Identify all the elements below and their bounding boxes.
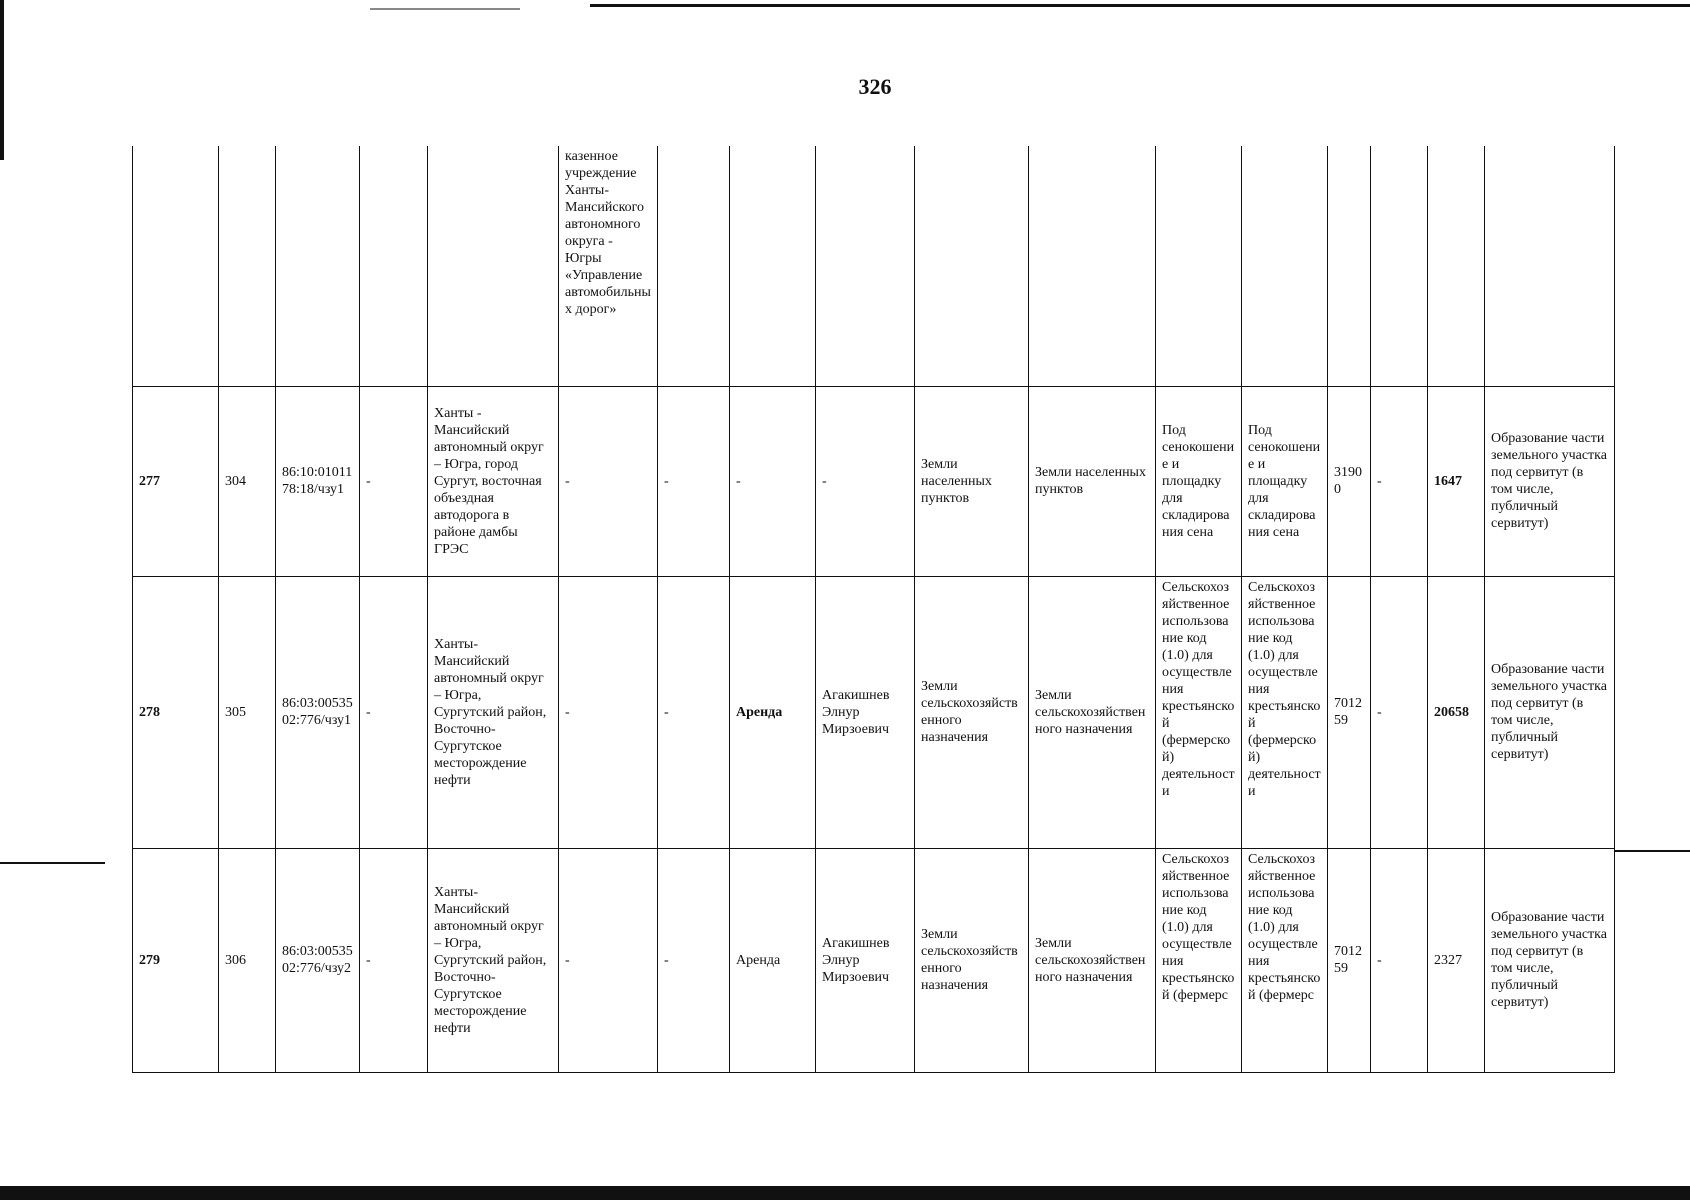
page-number: 326 <box>858 74 892 99</box>
cell-num <box>133 146 219 386</box>
cell-c7 <box>658 146 730 386</box>
cell-purpose: Образование части земельного участка под сервитут (в том числе, публичный сервитут) <box>1485 576 1615 848</box>
cell-purpose: Образование части земельного участка под сервитут (в том числе, публичный сервитут) <box>1485 386 1615 576</box>
cell-c7: - <box>658 576 730 848</box>
cell-c15: - <box>1371 386 1428 576</box>
cell-c4: - <box>360 848 428 1072</box>
cell-use-2: Под сенокошение и площадку для складирования сена <box>1242 386 1328 576</box>
cell-num: 278 <box>133 576 219 848</box>
cell-address: Ханты - Мансийский автономный округ – Югра, город Сургут, восточная объездная автодорога в районе дамбы ГРЭС <box>428 386 559 576</box>
cell-c4 <box>360 146 428 386</box>
cell-category: Земли сельскохозяйственного назначения <box>915 848 1029 1072</box>
cell-owner: - <box>559 848 658 1072</box>
cell-code: 305 <box>219 576 276 848</box>
cell-right-type: Аренда <box>730 848 816 1072</box>
scan-side-dash-left <box>0 862 105 864</box>
cell-category-2: Земли сельскохозяйственного назначения <box>1029 848 1156 1072</box>
scan-top-rule <box>590 4 1690 7</box>
cell-category <box>915 146 1029 386</box>
cell-num: 279 <box>133 848 219 1072</box>
cell-use-2: Сельскохозяйственное использование код (1.0) для осуществления крестьянской (фермерской) деятельности <box>1242 576 1328 848</box>
cell-area <box>1328 146 1371 386</box>
cell-code <box>219 146 276 386</box>
cell-part-area <box>1428 146 1485 386</box>
cell-use <box>1156 146 1242 386</box>
cell-category-2 <box>1029 146 1156 386</box>
cell-c7: - <box>658 848 730 1072</box>
cell-c4: - <box>360 576 428 848</box>
cell-cadastral <box>276 146 360 386</box>
cell-right-type: - <box>730 386 816 576</box>
cell-c15 <box>1371 146 1428 386</box>
cell-part-area: 2327 <box>1428 848 1485 1072</box>
table-row <box>133 386 1615 576</box>
cell-c15: - <box>1371 848 1428 1072</box>
cell-owner: казенное учреждение Ханты-Мансийского автономного округа - Югры «Управление автомобильных дорог» <box>559 146 658 386</box>
cell-cadastral: 86:10:0101178:18/чзу1 <box>276 386 360 576</box>
cell-use: Сельскохозяйственное использование код (1.0) для осуществления крестьянской (фермерс <box>1156 848 1242 1072</box>
cell-use: Под сенокошение и площадку для складирования сена <box>1156 386 1242 576</box>
cell-part-area: 1647 <box>1428 386 1485 576</box>
cell-category: Земли сельскохозяйственного назначения <box>915 576 1029 848</box>
cell-c15: - <box>1371 576 1428 848</box>
land-registry-table <box>132 146 1615 1073</box>
cell-owner: - <box>559 386 658 576</box>
cell-use-2: Сельскохозяйственное использование код (1.0) для осуществления крестьянской (фермерс <box>1242 848 1328 1072</box>
scan-side-dash-right <box>1615 850 1690 852</box>
cell-use: Сельскохозяйственное использование код (1.0) для осуществления крестьянской (фермерской) деятельности <box>1156 576 1242 848</box>
scan-bottom-band <box>0 1186 1690 1200</box>
cell-purpose <box>1485 146 1615 386</box>
cell-use-2 <box>1242 146 1328 386</box>
table-row <box>133 146 1615 386</box>
cell-address: Ханты-Мансийский автономный округ – Югра, Сургутский район, Восточно-Сургутское месторождение нефти <box>428 576 559 848</box>
cell-area: 701259 <box>1328 848 1371 1072</box>
cell-rightholder <box>816 146 915 386</box>
cell-c4: - <box>360 386 428 576</box>
cell-rightholder: - <box>816 386 915 576</box>
cell-purpose: Образование части земельного участка под сервитут (в том числе, публичный сервитут) <box>1485 848 1615 1072</box>
cell-address <box>428 146 559 386</box>
table-row <box>133 848 1615 1072</box>
cell-owner: - <box>559 576 658 848</box>
cell-right-type <box>730 146 816 386</box>
cell-num: 277 <box>133 386 219 576</box>
cell-c7: - <box>658 386 730 576</box>
cell-right-type: Аренда <box>730 576 816 848</box>
cell-code: 304 <box>219 386 276 576</box>
cell-category-2: Земли населенных пунктов <box>1029 386 1156 576</box>
cell-category-2: Земли сельскохозяйственного назначения <box>1029 576 1156 848</box>
cell-area: 701259 <box>1328 576 1371 848</box>
cell-code: 306 <box>219 848 276 1072</box>
cell-address: Ханты-Мансийский автономный округ – Югра, Сургутский район, Восточно-Сургутское месторождение нефти <box>428 848 559 1072</box>
cell-category: Земли населенных пунктов <box>915 386 1029 576</box>
cell-cadastral: 86:03:0053502:776/чзу2 <box>276 848 360 1072</box>
table-row <box>133 576 1615 848</box>
cell-area: 31900 <box>1328 386 1371 576</box>
cell-rightholder: Агакишнев Элнур Мирзоевич <box>816 848 915 1072</box>
cell-rightholder: Агакишнев Элнур Мирзоевич <box>816 576 915 848</box>
scan-speck <box>370 8 520 10</box>
cell-part-area: 20658 <box>1428 576 1485 848</box>
cell-cadastral: 86:03:0053502:776/чзу1 <box>276 576 360 848</box>
